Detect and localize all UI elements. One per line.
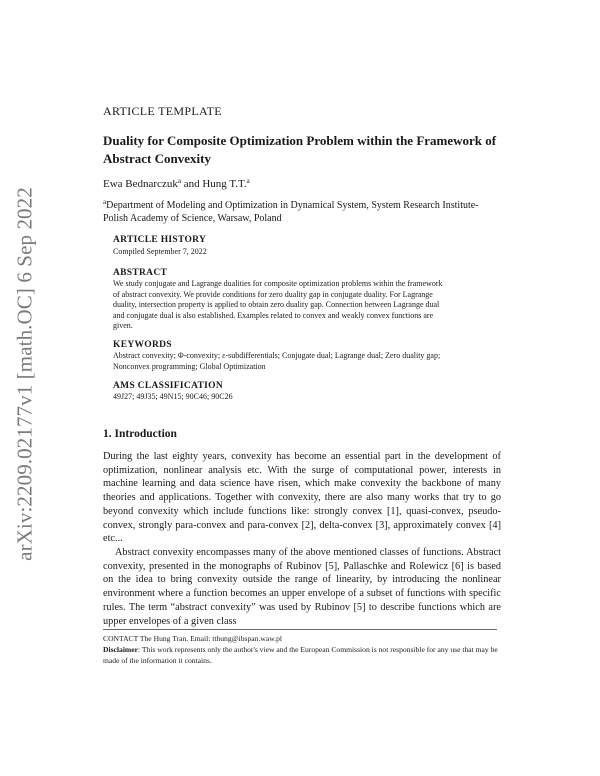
disclaimer-footnote (103, 644, 501, 666)
author-name: Ewa Bednarczuk (103, 178, 178, 190)
section-heading: 1. Introduction (103, 428, 177, 440)
affiliation-marker: a (103, 198, 107, 206)
ams-heading: AMS CLASSIFICATION (113, 381, 224, 391)
keywords-heading: KEYWORDS (113, 340, 172, 350)
abstract-heading: ABSTRACT (113, 268, 168, 278)
keywords-text: Abstract convexity; Φ-convexity; ε-subdifferentials; Conjugate dual; Lagrange dual; Zero duality gap; Nonconvex programming; Global Optimization (113, 351, 441, 371)
disclaimer-text: : This work represents only the author's view and the European Commission is not responsible for any use that may be made of the information it contains. (103, 645, 498, 665)
ams-codes: 49J27; 49J35; 49N15; 90C46; 90C26 (113, 392, 233, 401)
author-name: Hung T.T. (202, 178, 247, 190)
article-template-label: ARTICLE TEMPLATE (103, 104, 222, 118)
affiliation-marker: a (177, 177, 181, 185)
author-list (103, 177, 250, 190)
contact-footnote: CONTACT The Hung Tran. Email: tthung@ibspan.waw.pl (103, 634, 282, 643)
article-history-block (113, 235, 443, 258)
article-history-heading: ARTICLE HISTORY (113, 235, 207, 245)
footnotes (103, 633, 501, 666)
ams-classification-block (113, 381, 443, 403)
arxiv-sidebar-stamp (5, 178, 45, 570)
abstract-block (113, 268, 443, 332)
affiliation (103, 196, 503, 225)
author-connector: and (180, 178, 203, 190)
disclaimer-label: Disclaimer (103, 645, 139, 654)
paper-title: Duality for Composite Optimization Problem within the Framework of Abstract Convexity (103, 133, 497, 166)
body-paragraph: During the last eighty years, convexity has become an essential part in the development of optimization, nonlinear analysis etc. With the surge of computational power, interests in machine learning and data science have risen, which make convexity the backbone of many theories and applications. Together with convexity, there are also many works that try to go beyond convexity which include functions like: strongly convex [1], quasi-convex, pseudo-convex, strongly para-convex and para-convex [2], delta-convex [3], approximately convex [4] etc... (103, 451, 501, 545)
body-paragraph: Abstract convexity encompasses many of the above mentioned classes of functions. Abstract convexity, presented in the monographs of Rubinov [5], Pallaschke and Rolewicz [6] is based on the idea to bring convexity outside the range of linearity, by introducing the nonlinear environment where a function becomes an upper envelope of a subset of functions with specific rules. The term “abstract convexity” was used by Rubinov [5] to describe functions which are upper envelopes of a given class (103, 547, 501, 627)
footnote-divider (103, 629, 497, 630)
article-history-text: Compiled September 7, 2022 (113, 247, 207, 256)
keywords-block (113, 340, 443, 372)
abstract-text: We study conjugate and Lagrange dualities for composite optimization problems within the framework of abstract convexity. We provide conditions for zero duality gap in conjugate duality. For Lagrange duality, intersection property is applied to obtain zero duality gap. Connection between Lagrange dual and conjugate dual is also established. Examples related to convex and weakly convex functions are given. (113, 279, 443, 330)
affiliation-text: Department of Modeling and Optimization in Dynamical System, System Research Institute-Polish Academy of Science, Warsaw, Poland (103, 200, 479, 224)
affiliation-marker: a (246, 177, 250, 185)
arxiv-identifier: arXiv:2209.02177v1 [math.OC] 6 Sep 2022 (12, 187, 37, 561)
